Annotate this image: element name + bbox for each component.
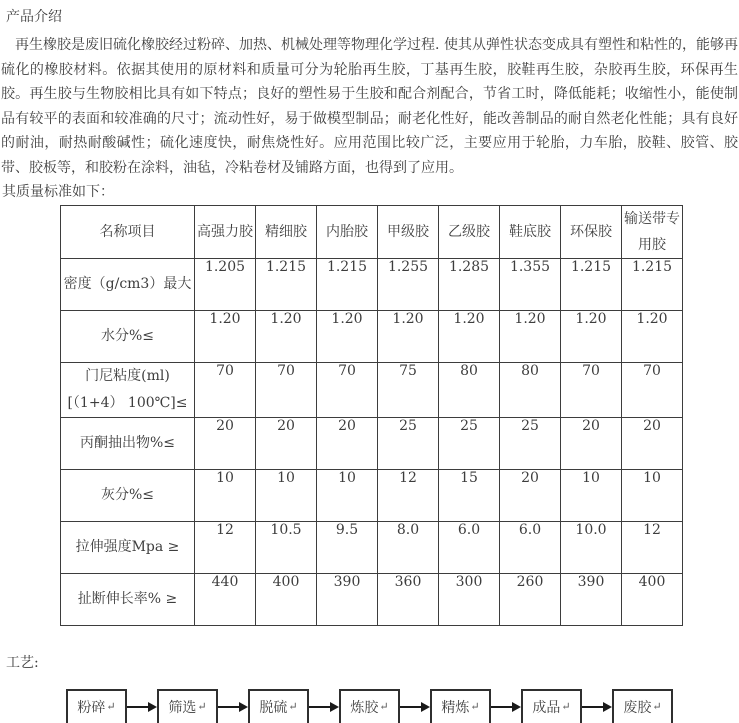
table-cell: 12 [622,521,683,573]
table-cell: 15 [439,469,500,521]
linebreak-mark-icon: ↵ [561,700,571,714]
process-flow [66,689,739,723]
column-header-name: 名称项目 [61,205,195,258]
table-header-row [61,205,683,258]
table-cell: 12 [378,469,439,521]
table-cell: 6.0 [500,521,561,573]
process-label: 工艺: [6,654,39,671]
flow-step-waste-rubber [612,689,673,723]
arrow-right-icon [309,702,339,712]
table-cell: 70 [256,362,317,417]
table-cell: 1.20 [195,310,256,362]
flow-step-label: 粉碎 [77,699,106,716]
table-cell: 1.20 [500,310,561,362]
flow-step-label: 精炼 [441,699,470,716]
linebreak-mark-icon: ↵ [106,700,116,714]
flow-step-refine [430,689,491,723]
table-cell: 10 [622,469,683,521]
linebreak-mark-icon: ↵ [652,700,662,714]
table-cell: 1.215 [561,258,622,310]
flow-step-crush [66,689,127,723]
table-cell: 10 [317,469,378,521]
page-title: 产品介绍 [6,9,62,25]
column-header: 高强力胶 [195,205,256,258]
table-cell: 25 [500,417,561,469]
arrow-right-icon [400,702,430,712]
flow-step-mill [339,689,400,723]
row-label: 密度（g/cm3）最大 [61,258,195,310]
table-row-tensile-strength [61,521,683,573]
row-label: 扯断伸长率% ≥ [61,573,195,625]
table-cell: 10.5 [256,521,317,573]
flow-step-desulfurize [248,689,309,723]
table-cell: 10 [561,469,622,521]
flow-step-finished-product [521,689,582,723]
table-cell: 1.20 [561,310,622,362]
table-row-mooney-viscosity [61,362,683,417]
table-cell: 390 [317,573,378,625]
table-cell: 400 [622,573,683,625]
table-cell: 20 [561,417,622,469]
table-cell: 400 [256,573,317,625]
table-cell: 1.285 [439,258,500,310]
table-cell: 10 [195,469,256,521]
linebreak-mark-icon: ↵ [197,700,207,714]
column-header: 环保胶 [561,205,622,258]
table-cell: 6.0 [439,521,500,573]
column-header: 乙级胶 [439,205,500,258]
table-caption: 其质量标准如下： [2,183,114,200]
table-row-ash [61,469,683,521]
table-cell: 1.215 [317,258,378,310]
table-cell: 260 [500,573,561,625]
table-cell: 20 [317,417,378,469]
arrow-right-icon [218,702,248,712]
table-cell: 20 [500,469,561,521]
table-row-density [61,258,683,310]
table-cell: 25 [439,417,500,469]
table-cell: 1.215 [622,258,683,310]
column-header: 甲级胶 [378,205,439,258]
table-cell: 1.20 [317,310,378,362]
column-header: 鞋底胶 [500,205,561,258]
linebreak-mark-icon: ↵ [288,700,298,714]
arrow-right-icon [491,702,521,712]
table-row-moisture [61,310,683,362]
flow-step-label: 筛选 [168,699,197,716]
table-cell: 8.0 [378,521,439,573]
table-cell: 70 [622,362,683,417]
table-cell: 20 [622,417,683,469]
linebreak-mark-icon: ↵ [379,700,389,714]
arrow-right-icon [127,702,157,712]
quality-table [60,205,683,626]
table-cell: 1.355 [500,258,561,310]
table-cell: 1.205 [195,258,256,310]
table-cell: 360 [378,573,439,625]
table-cell: 1.20 [439,310,500,362]
table-cell: 70 [561,362,622,417]
flow-step-label: 成品 [532,699,561,716]
table-cell: 440 [195,573,256,625]
table-cell: 390 [561,573,622,625]
table-cell: 1.215 [256,258,317,310]
table-cell: 300 [439,573,500,625]
table-cell: 80 [500,362,561,417]
table-cell: 12 [195,521,256,573]
table-cell: 1.20 [622,310,683,362]
column-header: 内胎胶 [317,205,378,258]
row-label: 门尼粘度(ml)[（1+4） 100℃]≤ [61,362,195,417]
table-cell: 20 [256,417,317,469]
table-cell: 1.20 [256,310,317,362]
column-header: 精细胶 [256,205,317,258]
flow-step-label: 炼胶 [350,699,379,716]
flow-step-label: 脱硫 [259,699,288,716]
table-row-acetone-extract [61,417,683,469]
table-row-elongation [61,573,683,625]
linebreak-mark-icon: ↵ [470,700,480,714]
table-cell: 20 [195,417,256,469]
table-cell: 70 [195,362,256,417]
table-cell: 1.255 [378,258,439,310]
intro-paragraph: 再生橡胶是废旧硫化橡胶经过粉碎、加热、机械处理等物理化学过程. 使其从弹性状态变成具有塑性和粘性的，能够再硫化的橡胶材料。依据其使用的原材料和质量可分为轮胎再生胶，丁基再生胶，胶鞋再生胶，杂胶再生胶，环保再生胶。再生胶与生物胶相比具有如下特点；良好的塑性易于生胶和配合剂配合，节省工时，降低能耗；收缩性小，能使制品有较平的表面和较准确的尺寸；流动性好，易于做模型制品；耐老化性好，能改善制品的耐自然老化性能；具有良好的耐油，耐热耐酸碱性；硫化速度快，耐焦烧性好。应用范围比较广泛，主要应用于轮胎，力车胎，胶鞋、胶管、胶带、胶板等，和胶粉在涂料，油毡，冷粘卷材及铺路方面，也得到了应用。 [1,37,738,176]
row-label: 水分%≤ [61,310,195,362]
table-cell: 9.5 [317,521,378,573]
table-cell: 25 [378,417,439,469]
flow-step-label: 废胶 [623,699,652,716]
table-cell: 10.0 [561,521,622,573]
row-label: 灰分%≤ [61,469,195,521]
table-cell: 10 [256,469,317,521]
table-cell: 80 [439,362,500,417]
column-header: 输送带专用胶 [622,205,683,258]
arrow-right-icon [582,702,612,712]
table-cell: 75 [378,362,439,417]
table-cell: 70 [317,362,378,417]
table-cell: 1.20 [378,310,439,362]
flow-step-screen [157,689,218,723]
row-label: 拉伸强度Mpa ≥ [61,521,195,573]
row-label: 丙酮抽出物%≤ [61,417,195,469]
